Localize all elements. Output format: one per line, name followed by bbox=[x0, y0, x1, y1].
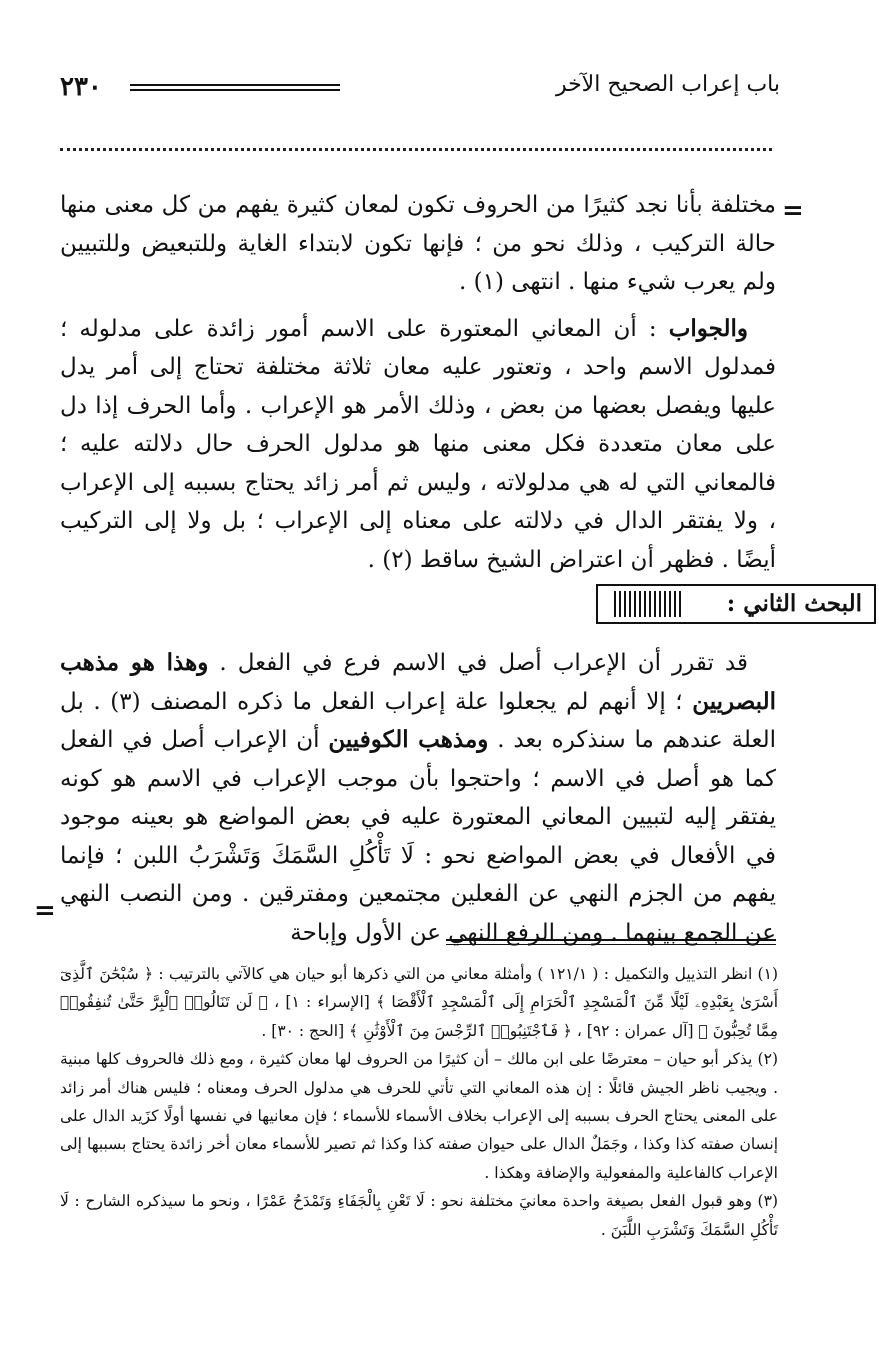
basrian-school: وهذا هو مذهب البصريين bbox=[60, 649, 777, 715]
header-rule bbox=[130, 84, 340, 91]
text-segment-b: ؛ إلا أنهم لم يجعلوا علة إعراب الفعل ما ذكره المصنف (٣) . بل العلة عندهم ما سنذكره بعد . bbox=[60, 688, 777, 753]
section-text-block bbox=[60, 644, 776, 952]
text-segment-a: قد تقرر أن الإعراب أصل في الاسم فرع في الفعل . bbox=[219, 650, 748, 676]
hatch-ornament-icon bbox=[614, 591, 684, 617]
footnote-1: (١) انظر التذييل والتكميل : ( ١٢١/١ ) وأمثلة معاني من التي ذكرها أبو حيان هي كالآتي بالترتيب : ﴿ سُبْحَٰنَ ٱلَّذِىٓ أَسْرَىٰ بِعَبْدِهِۦ لَيْلًا مِّنَ ٱلْمَسْجِدِ ٱلْحَرَامِ إِلَى ٱلْمَسْجِدِ ٱلْأَقْصَا ﴾ [الإسراء : ١] ، ﴿ لَن تَنَالُوا۟ ٱلْبِرَّ حَتَّىٰ تُنفِقُوا۟ مِمَّا تُحِبُّونَ ﴾ [آل عمران : ٩٢] ، ﴿ فَٱجْتَنِبُوا۟ ٱلرِّجْسَ مِنَ ٱلْأَوْثَٰنِ ﴾ [الحج : ٣٠] . bbox=[60, 965, 778, 1040]
main-text-block bbox=[60, 186, 776, 579]
continuation-mark-top: = bbox=[782, 196, 804, 226]
answer-lead: والجواب bbox=[668, 314, 748, 342]
paragraph-continued: مختلفة بأنا نجد كثيرًا من الحروف تكون لمعان كثيرة يفهم من كل معنى منها حالة التركيب ، وذلك نحو من ؛ فإنها تكون لابتداء الغاية وللتبعيض وللتبيين ولم يعرب شيء منها . انتهى (١) . bbox=[60, 192, 776, 295]
continuation-mark-bottom: = bbox=[34, 896, 56, 926]
running-title: باب إعراب الصحيح الآخر bbox=[555, 72, 780, 97]
footnotes-block bbox=[60, 960, 778, 1244]
paragraph-answer bbox=[60, 310, 776, 580]
running-header bbox=[60, 70, 780, 110]
section-heading-box bbox=[596, 584, 876, 624]
paragraph-second-section bbox=[60, 644, 776, 952]
text-segment-c: أن الإعراب أصل في الفعل كما هو أصل في الاسم ؛ واحتجوا بأن موجب الإعراب في الاسم هو كونه يفتقر إليه لتبيين المعاني المعتورة عليه في بعض المواضع هو بعينه موجود في الأفعال في بعض المواضع نحو : لَا تَأْكُلِ السَّمَكَ وَتَشْرَبُ اللبن ؛ فإنما يفهم من الجزم النهي عن الفعلين مجتمعين ومفترقين . ومن النصب النهي عن الجمع بينهما . ومن الرفع النهي عن الأول وإباحة bbox=[60, 727, 776, 946]
footnote-3: (٣) وهو قبول الفعل بصيغة واحدة معانيَ مختلفة نحو : لَا تَعْنِ بِالْجَفَاءِ وَتَمْدَحُ عَمْرًا ، ونحو ما سيذكره الشارح : لَا تَأْكُلِ السَّمَكَ وَتَشْرَبِ اللَّبَنَ . bbox=[60, 1192, 778, 1239]
dotted-separator bbox=[60, 148, 772, 151]
page-number: ٢٣٠ bbox=[60, 72, 102, 102]
footnote-2: (٢) يذكر أبو حيان – معترضًا على ابن مالك – أن كثيرًا من الحروف لها معان كثيرة ، ومع ذلك فالحروف كلها مبنية . ويجيب ناظر الجيش قائلًا : إن هذه المعاني التي تأتي للحرف هي مدلول الحرف ومعناه ؛ فليس هناك أمر زائد على المعنى يحتاج الحرف بسببه إلى الإعراب بخلاف الأسماء للأسماء ؛ فإن معانيها في نفسها أولًا كزَيد الدال على إنسان صفته كذا وكذا ، وجَمَلٌ الدال على حيوان صفته كذا وكذا ثم تصير للأسماء معان أخر زائدة يحتاج بسببها إلى الإعراب كالفاعلية والمفعولية والإضافة وهكذا . bbox=[60, 1050, 778, 1182]
kufan-school: ومذهب الكوفيين bbox=[328, 726, 489, 753]
footnote-rule bbox=[446, 939, 776, 945]
section-heading: البحث الثاني : bbox=[726, 590, 862, 617]
answer-text: : أن المعاني المعتورة على الاسم أمور زائدة على مدلوله ؛ فمدلول الاسم واحد ، وتعتور عليه معان ثلاثة مختلفة تحتاج إلى أمر يدل عليها ويفصل بعضها من بعض ، وذلك الأمر هو الإعراب . وأما الحرف إذا دل على معان متعددة فكل معنى منها هو مدلول الحرف حال دلالته عليه ؛ فالمعاني التي له هي مدلولاته ، وليس ثم أمر زائد يحتاج بسببه إلى الإعراب ، ولا يفتقر الدال في دلالته على معناه إلى الإعراب ؛ بل ولا إلى التركيب أيضًا . فظهر أن اعتراض الشيخ ساقط (٢) . bbox=[60, 315, 776, 573]
